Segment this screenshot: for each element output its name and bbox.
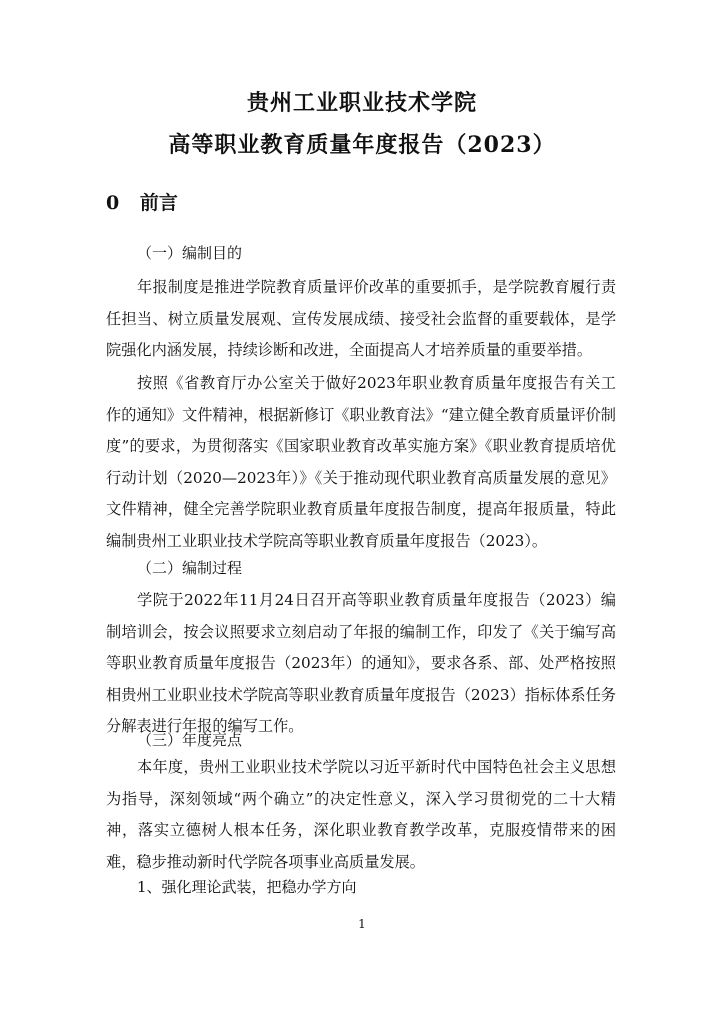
subheading-process: （二）编制过程 [137, 559, 243, 577]
list-item-heading: 1、强化理论武装，把稳办学方向 [137, 878, 357, 896]
document-subtitle: 高等职业教育质量年度报告（2023） [168, 132, 556, 158]
section-title: 前言 [139, 192, 178, 214]
document-title: 贵州工业职业技术学院 [246, 90, 477, 116]
paragraph-basis: 按照《省教育厅办公室关于做好2023年职业教育质量年度报告有关工作的通知》文件精神，根据新修订《职业教育法》“建立健全教育质量评价制度”的要求，为贯彻落实《国家职业教育改革实施方案》《职业教育提质培优行动计划（2020—2023年）》《关于推动现代职业教育高质量发展的意见》文件精神，健全完善学院职业教育质量年度报告制度，提高年报质量，特此编制贵州工业职业技术学院高等职业教育质量年度报告（2023）。 [106, 374, 616, 550]
section-number: 0 [106, 192, 120, 214]
section-heading [106, 188, 178, 215]
page-number: 1 [358, 917, 366, 931]
paragraph-process: 学院于2022年11月24日召开高等职业教育质量年度报告（2023）编制培训会，按会议照要求立刻启动了年报的编制工作，印发了《关于编写高等职业教育质量年度报告（2023年）的通知》，要求各系、部、处严格按照相贵州工业职业技术学院高等职业教育质量年度报告（2023）指标体系任务分解表进行年报的编写工作。 [106, 591, 616, 735]
paragraph-purpose: 年报制度是推进学院教育质量评价改革的重要抓手，是学院教育履行责任担当、树立质量发展观、宣传发展成绩、接受社会监督的重要载体，是学院强化内涵发展，持续诊断和改进，全面提高人才培养质量的重要举措。 [106, 278, 616, 359]
subheading-purpose: （一）编制目的 [137, 244, 243, 262]
subheading-highlights: （三）年度亮点 [137, 731, 243, 749]
paragraph-highlights: 本年度，贵州工业职业技术学院以习近平新时代中国特色社会主义思想为指导，深刻领域“两个确立”的决定性意义，深入学习贯彻党的二十大精神，落实立德树人根本任务，深化职业教育教学改革，克服疫情带来的困难，稳步推动新时代学院各项事业高质量发展。 [106, 758, 616, 871]
